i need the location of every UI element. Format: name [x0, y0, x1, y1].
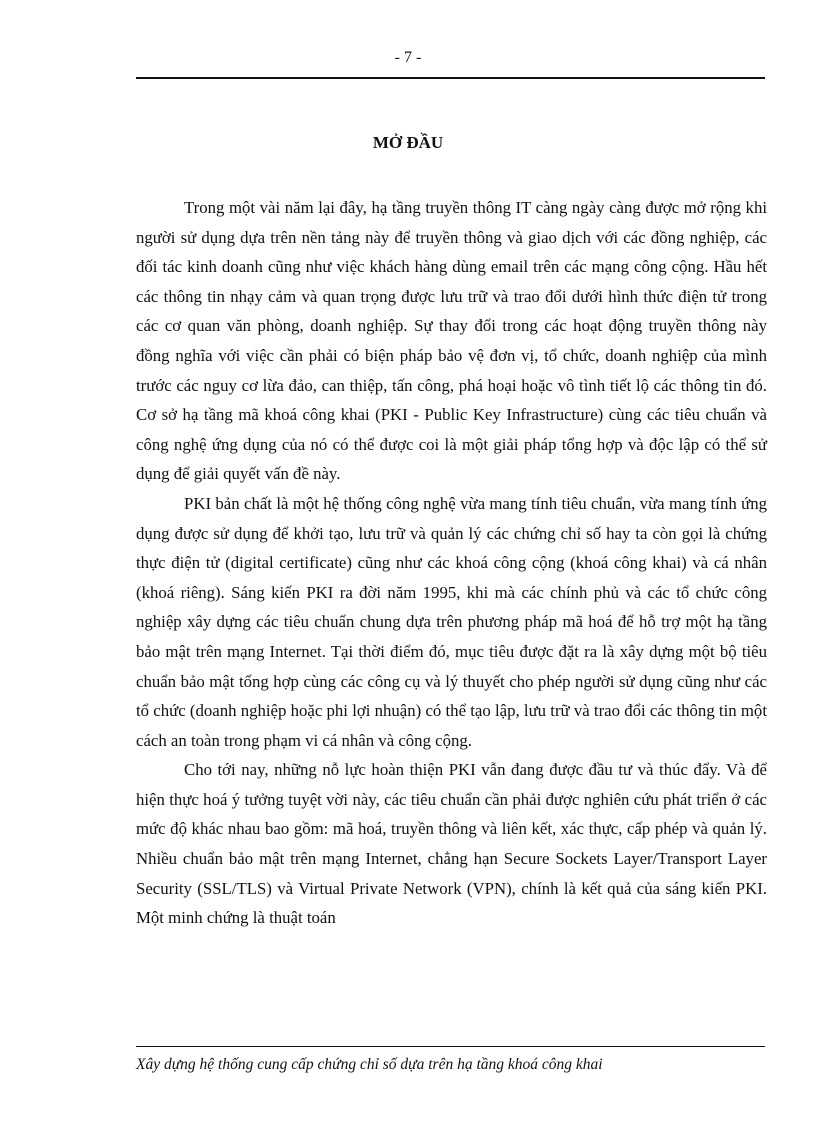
paragraph-3: Cho tới nay, những nỗ lực hoàn thiện PKI vẫn đang được đầu tư và thúc đẩy. Và để hiện thực hoá ý tưởng tuyệt vời này, các tiêu chuẩn cần phải được nghiên cứu phát triển ở các mức độ khác nhau bao gồm: mã hoá, truyền thông và liên kết, xác thực, cấp phép và quản lý. Nhiều chuẩn bảo mật trên mạng Internet, chẳng hạn Secure Sockets Layer/Transport Layer Security (SSL/TLS) và Virtual Private Network (VPN), chính là kết quả của sáng kiến PKI. Một minh chứng là thuật toán	[136, 760, 767, 928]
running-footer: Xây dựng hệ thống cung cấp chứng chỉ số dựa trên hạ tầng khoá công khai	[136, 1056, 603, 1073]
footer-rule	[136, 1046, 765, 1047]
body-text	[136, 193, 767, 933]
page-number: - 7 -	[394, 49, 422, 66]
paragraph-2: PKI bản chất là một hệ thống công nghệ vừa mang tính tiêu chuẩn, vừa mang tính ứng dụng được sử dụng để khởi tạo, lưu trữ và quản lý các chứng chỉ số hay ta còn gọi là chứng thực điện tử (digital certificate) cũng như các khoá công cộng (khoá công khai) và cá nhân (khoá riêng). Sáng kiến PKI ra đời năm 1995, khi mà các chính phủ và các tổ chức công nghiệp xây dựng các tiêu chuẩn chung dựa trên phương pháp mã hoá để hỗ trợ một hạ tầng bảo mật trên mạng Internet. Tại thời điểm đó, mục tiêu được đặt ra là xây dựng một bộ tiêu chuẩn bảo mật tổng hợp cùng các công cụ và lý thuyết cho phép người sử dụng cũng như các tổ chức (doanh nghiệp hoặc phi lợi nhuận) có thể tạo lập, lưu trữ và trao đổi các thông tin một cách an toàn trong phạm vi cá nhân và công cộng.	[136, 493, 767, 750]
header-rule	[136, 77, 765, 79]
section-title: MỞ ĐẦU	[372, 133, 444, 152]
paragraph-1: Trong một vài năm lại đây, hạ tầng truyền thông IT càng ngày càng được mở rộng khi người sử dụng dựa trên nền tảng này để truyền thông và giao dịch với các đồng nghiệp, các đối tác kinh doanh cũng như việc khách hàng dùng email trên các mạng công cộng. Hầu hết các thông tin nhạy cảm và quan trọng được lưu trữ và trao đổi dưới hình thức điện tử trong các cơ quan văn phòng, doanh nghiệp. Sự thay đổi trong các hoạt động truyền thông này đồng nghĩa với việc cần phải có biện pháp bảo vệ đơn vị, tổ chức, doanh nghiệp của mình trước các nguy cơ lừa đảo, can thiệp, tấn công, phá hoại hoặc vô tình tiết lộ các thông tin đó. Cơ sở hạ tầng mã khoá công khai (PKI - Public Key Infrastructure) cùng các tiêu chuẩn và công nghệ ứng dụng của nó có thể được coi là một giải pháp tổng hợp và độc lập có thể sử dụng để giải quyết vấn đề này.	[136, 198, 767, 484]
